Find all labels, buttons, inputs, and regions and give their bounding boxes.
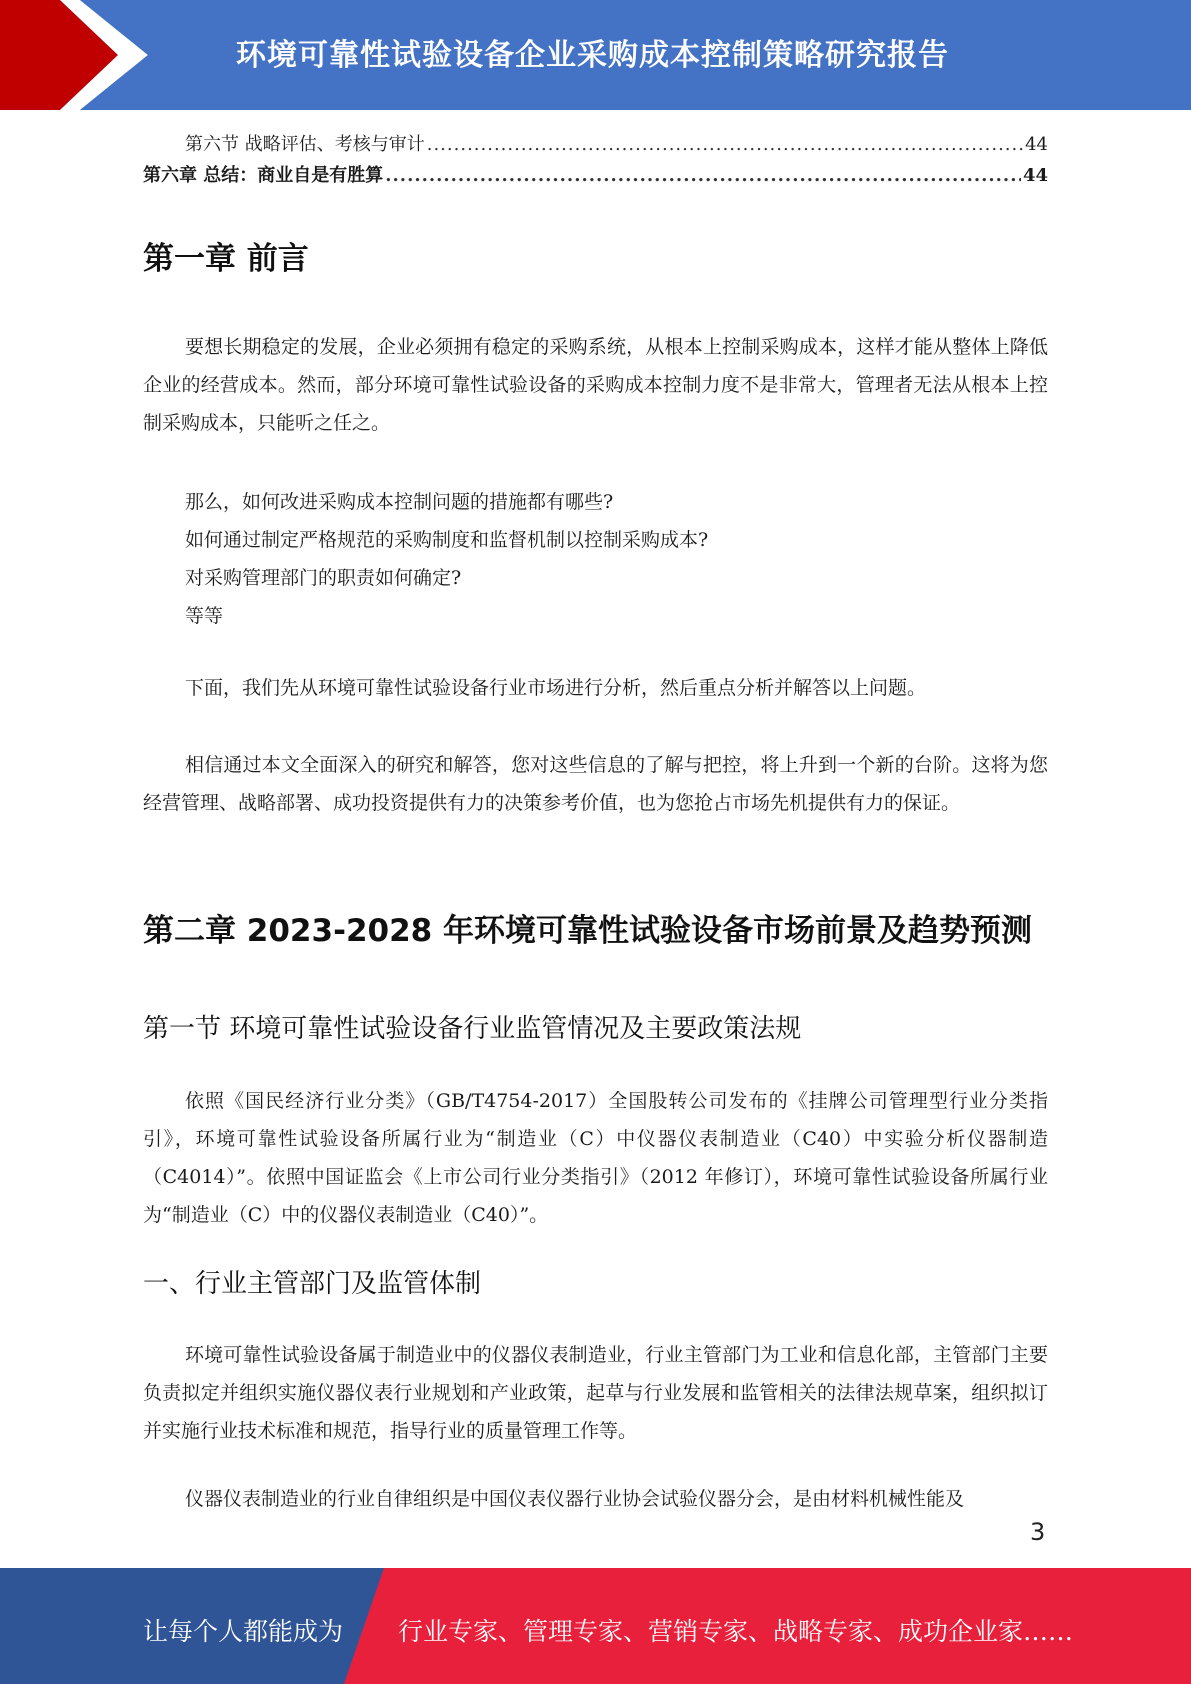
header-banner bbox=[0, 0, 1191, 110]
body-paragraph: 仪器仪表制造业的行业自律组织是中国仪表仪器行业协会试验仪器分会，是由材料机械性能及 bbox=[185, 1488, 965, 1510]
question-line: 等等 bbox=[185, 605, 224, 627]
question-line: 对采购管理部门的职责如何确定? bbox=[185, 567, 462, 589]
chapter-heading: 第二章 2023-2028 年环境可靠性试验设备市场前景及趋势预测 bbox=[143, 913, 1033, 949]
question-line: 如何通过制定严格规范的采购制度和监督机制以控制采购成本? bbox=[185, 529, 709, 551]
toc-entry-page: 44 bbox=[1025, 134, 1048, 155]
body-paragraph: 要想长期稳定的发展，企业必须拥有稳定的采购系统，从根本上控制采购成本，这样才能从整体上降低企业的经营成本。然而，部分环境可靠性试验设备的采购成本控制力度不是非常大，管理者无法从根本上控制采购成本，只能听之任之。 bbox=[143, 336, 1048, 434]
toc-leader-dots bbox=[427, 134, 1023, 155]
footer-slogan-left: 让每个人都能成为 bbox=[143, 1617, 344, 1646]
footer-banner bbox=[0, 1568, 1191, 1684]
page-number: 3 bbox=[1030, 1518, 1046, 1546]
toc-entry[interactable] bbox=[143, 161, 1048, 187]
section-heading: 第一节 环境可靠性试验设备行业监管情况及主要政策法规 bbox=[143, 1014, 802, 1044]
body-paragraph: 依照《国民经济行业分类》（GB/T4754-2017）全国股转公司发布的《挂牌公司管理型行业分类指引》，环境可靠性试验设备所属行业为“制造业（C）中仪器仪表制造业（C40）中实验分析仪器制造（C4014）”。依照中国证监会《上市公司行业分类指引》（2012 年修订），环境可靠性试验设备所属行业为“制造业（C）中的仪器仪表制造业（C40）”。 bbox=[143, 1090, 1048, 1226]
body-paragraph: 环境可靠性试验设备属于制造业中的仪器仪表制造业，行业主管部门为工业和信息化部，主管部门主要负责拟定并组织实施仪器仪表行业规划和产业政策，起草与行业发展和监管相关的法律法规草案，组织拟订并实施行业技术标准和规范，指导行业的质量管理工作等。 bbox=[143, 1344, 1048, 1442]
report-title: 环境可靠性试验设备企业采购成本控制策略研究报告 bbox=[236, 38, 949, 73]
toc-leader-dots bbox=[385, 165, 1021, 186]
body-paragraph: 相信通过本文全面深入的研究和解答，您对这些信息的了解与把控，将上升到一个新的台阶。这将为您经营管理、战略部署、成功投资提供有力的决策参考价值，也为您抢占市场先机提供有力的保证。 bbox=[143, 754, 1048, 814]
question-line: 那么，如何改进采购成本控制问题的措施都有哪些? bbox=[185, 491, 614, 513]
toc-entry-label: 第六节 战略评估、考核与审计 bbox=[185, 134, 425, 155]
subsection-heading: 一、行业主管部门及监管体制 bbox=[143, 1269, 482, 1299]
chevron-arrow-icon bbox=[0, 0, 160, 110]
chapter-heading: 第一章 前言 bbox=[143, 241, 309, 277]
body-paragraph: 下面，我们先从环境可靠性试验设备行业市场进行分析，然后重点分析并解答以上问题。 bbox=[185, 677, 927, 699]
footer-slogan-right: 行业专家、管理专家、营销专家、战略专家、成功企业家…… bbox=[398, 1617, 1074, 1646]
toc-entry[interactable] bbox=[143, 130, 1048, 156]
toc-entry-label: 第六章 总结：商业自是有胜算 bbox=[143, 165, 384, 186]
toc-entry-page: 44 bbox=[1022, 165, 1048, 186]
